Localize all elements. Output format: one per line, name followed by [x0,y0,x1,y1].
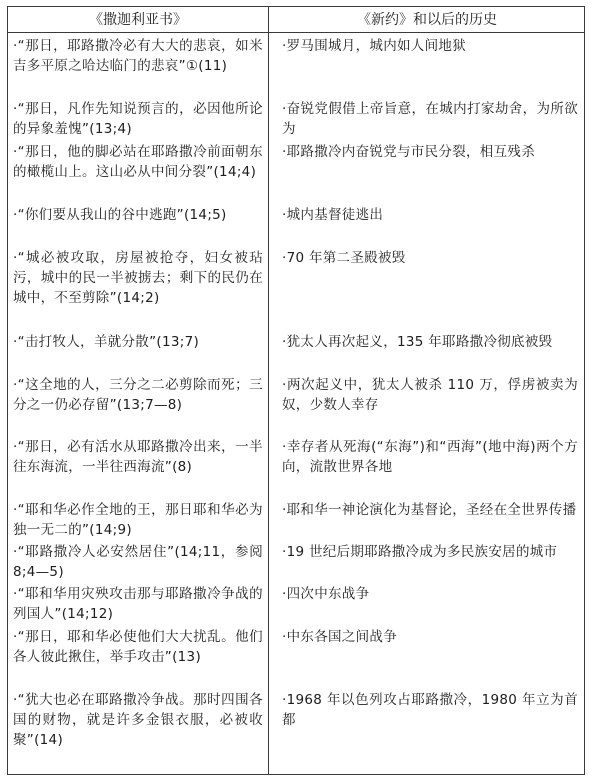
left-item-4: ·“你们要从我山的谷中逃跑”(14;5) [13,207,227,223]
right-item-4: ·城内基督徒逃出 [282,207,384,223]
header-divider [8,32,584,33]
right-item-12: ·中东各国之间战争 [282,629,397,645]
left-item-10: ·“耶路撒冷人必安然居住”(14;11，参阅 8;4—5) [13,544,263,581]
right-item-9: ·耶和华一神论演化为基督论，圣经在全世界传播 [282,502,577,518]
left-item-2: ·“那日，凡作先知说预言的，必因他所论的异象羞愧”(13;4) [13,101,263,138]
right-item-10: ·19 世纪后期耶路撒冷成为多民族安居的城市 [282,544,558,560]
left-column-header: 《撒迦利亚书》 [89,12,187,28]
left-item-12: ·“那日，耶和华必使他们大大扰乱。他们各人彼此揪住，举手攻击”(13) [13,629,263,666]
right-item-3: ·耶路撒冷内奋锐党与市民分裂，相互残杀 [282,144,535,160]
left-item-7: ·“这全地的人，三分之二必剪除而死；三分之一仍必存留”(13;7—8) [13,377,263,414]
left-item-13: ·“犹大也必在耶路撒冷争战。那时四围各国的财物，就是许多金银衣服，必被收聚”(14) [13,692,263,749]
left-item-9: ·“耶和华必作全地的王，那日耶和华必为独一无二的”(14;9) [13,502,263,539]
right-item-8: ·幸存者从死海(“东海”)和“西海”(地中海)两个方向，流散世界各地 [282,439,578,476]
left-item-11: ·“耶和华用灾殃攻击那与耶路撒冷争战的列国人”(14;12) [13,586,263,623]
comparison-table [7,6,585,775]
left-item-1: ·“那日，耶路撒冷必有大大的悲哀，如米吉多平原之哈达临门的悲哀”①(11) [13,38,263,75]
left-item-6: ·“击打牧人，羊就分散”(13;7) [13,334,200,350]
left-item-5: ·“城必被攻取，房屋被抢夺，妇女被玷污，城中的民一半被掳去；剩下的民仍在城中，不至剪除”(14;2) [13,250,263,307]
right-item-13: ·1968 年以色列攻占耶路撒冷，1980 年立为首都 [282,692,578,729]
right-item-2: ·奋锐党假借上帝旨意，在城内打家劫舍，为所欲为 [282,101,578,138]
left-item-3: ·“那日，他的脚必站在耶路撒冷前面朝东的橄榄山上。这山必从中间分裂”(14;4) [13,144,263,181]
right-item-6: ·犹太人再次起义，135 年耶路撒冷彻底被毁 [282,334,553,350]
right-item-5: ·70 年第二圣殿被毁 [282,250,406,266]
column-divider [268,7,269,774]
right-item-11: ·四次中东战争 [282,586,370,602]
left-item-8: ·“那日，必有活水从耶路撒冷出来，一半往东海流，一半往西海流”(8) [13,439,263,476]
right-item-7: ·两次起义中，犹太人被杀 110 万，俘虏被卖为奴，少数人幸存 [282,377,578,414]
right-item-1: ·罗马围城月，城内如人间地狱 [282,38,466,54]
right-column-header: 《新约》和以后的历史 [357,12,497,28]
